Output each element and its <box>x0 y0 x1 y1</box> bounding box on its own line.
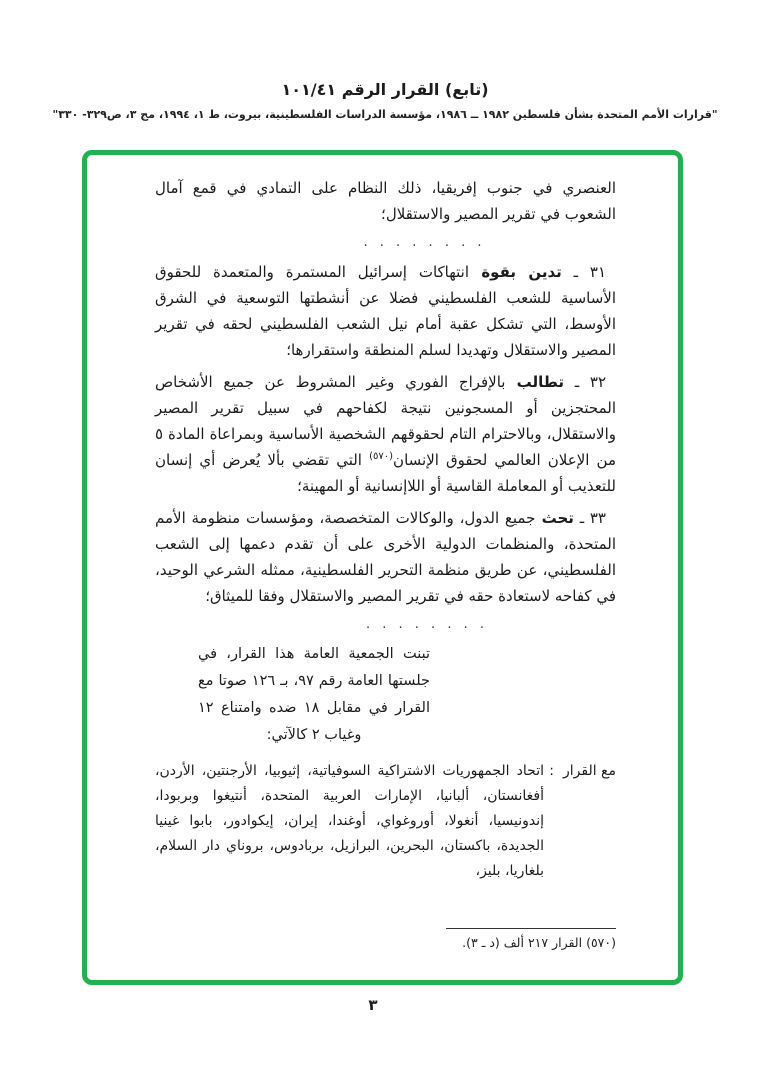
footnote-area <box>87 928 678 950</box>
paragraph-31-text: انتهاكات إسرائيل المستمرة والمتعمدة للحقوق الأساسية للشعب الفلسطيني فضلا عن أنشطتها التوسعية في الشرق الأوسط، التي تشكل عقبة أمام نيل الشعب الفلسطيني لحقه في تقرير المصير والاستقلال وتهديدا لسلم المنطقة واستقرارها؛ <box>155 263 616 359</box>
footnote-text: (٥٧٠) القرار ٢١٧ ألف (د ـ ٣). <box>462 935 616 950</box>
source-citation: "قرارات الأمم المتحدة بشأن فلسطين ١٩٨٢ ــ ١٩٨٦، مؤسسة الدراسات الفلسطينية، بيروت، ط ١، ١٩٩٤، مج ٣، ص٣٢٩- ٣٣٠" <box>52 108 718 121</box>
paragraph-33-operative-verb: تحث <box>535 509 574 527</box>
ellipsis-separator: . . . . . . . . <box>366 617 488 632</box>
content-border-box <box>82 150 683 985</box>
vote-in-favour-label: مع القرار <box>562 763 616 779</box>
paragraph-33-number: ٣٣ ـ <box>573 509 606 527</box>
paragraph-32-operative-verb: تطالب <box>505 373 565 391</box>
paragraph-31 <box>155 259 616 363</box>
continuation-text: العنصري في جنوب إفريقيا، ذلك النظام على التمادي في قمع آمال الشعوب في تقرير المصير والاستقلال؛ <box>155 179 616 223</box>
paragraph-32-text-before-ref: بالإفراج الفوري وغير المشروط عن جميع الأشخاص المحتجزين أو المسجونين نتيجة لكفاحهم في سبيل تقرير المصير والاستقلال، وبالاحترام التام لحقوقهم الشخصية الأساسية وبمراعاة المادة ٥ من الإعلان العالمي لحقوق الإنسان <box>155 373 616 469</box>
vote-record <box>155 759 616 884</box>
paragraph-31-operative-verb: تدين بقوة <box>469 263 562 281</box>
footnote-separator-rule <box>446 928 616 929</box>
vote-in-favour-countries: اتحاد الجمهوريات الاشتراكية السوفياتية، إثيوبيا، الأرجنتين، الأردن، أفغانستان، ألبانيا، الإمارات العربية المتحدة، أنتيغوا وبربودا، إندونيسيا، أنغولا، أوروغواي، أوغندا، إيران، إيكوادور، بابوا غينيا الجديدة، باكستان، البحرين، البرازيل، بربادوس، بروناي دار السلام، بلغاريا، بليز، <box>155 763 544 879</box>
paragraph-33-text: جميع الدول، والوكالات المتخصصة، ومؤسسات منظومة الأمم المتحدة، والمنظمات الدولية الأخرى على أن تقدم دعمها إلى الشعب الفلسطيني، عن طريق منظمة التحرير الفلسطينية، ممثله الشرعي الوحيد، في كفاحه لاستعادة حقه في تقرير المصير والاستقلال وفقا للميثاق؛ <box>155 509 616 605</box>
resolution-body <box>87 155 678 914</box>
ellipsis-separator: . . . . . . . . <box>363 235 486 250</box>
footnote-reference-marker: (٥٧٠) <box>369 451 394 462</box>
paragraph-continuation <box>155 175 616 227</box>
adoption-statement: تبنت الجمعية العامة هذا القرار، في جلستها العامة رقم ٩٧، بـ ١٢٦ صوتا مع القرار في مقابل ١٨ ضده وامتناع ١٢ وغياب ٢ كالآتي: <box>198 646 430 743</box>
paragraph-32 <box>155 369 616 499</box>
vote-label-colon: : <box>549 763 554 779</box>
paragraph-32-number: ٣٢ ـ <box>564 373 607 391</box>
resolution-title: (تابع) القرار الرقم ١٠١/٤١ <box>281 80 489 99</box>
paragraph-32-text-after-ref: التي تقضي بألا يُعرض أي إنسان للتعذيب أو المعاملة القاسية أو اللاإنسانية أو المهينة؛ <box>155 451 616 495</box>
paragraph-33 <box>155 505 616 609</box>
page-number: ٣ <box>368 996 378 1014</box>
paragraph-31-number: ٣١ ـ <box>561 263 607 281</box>
